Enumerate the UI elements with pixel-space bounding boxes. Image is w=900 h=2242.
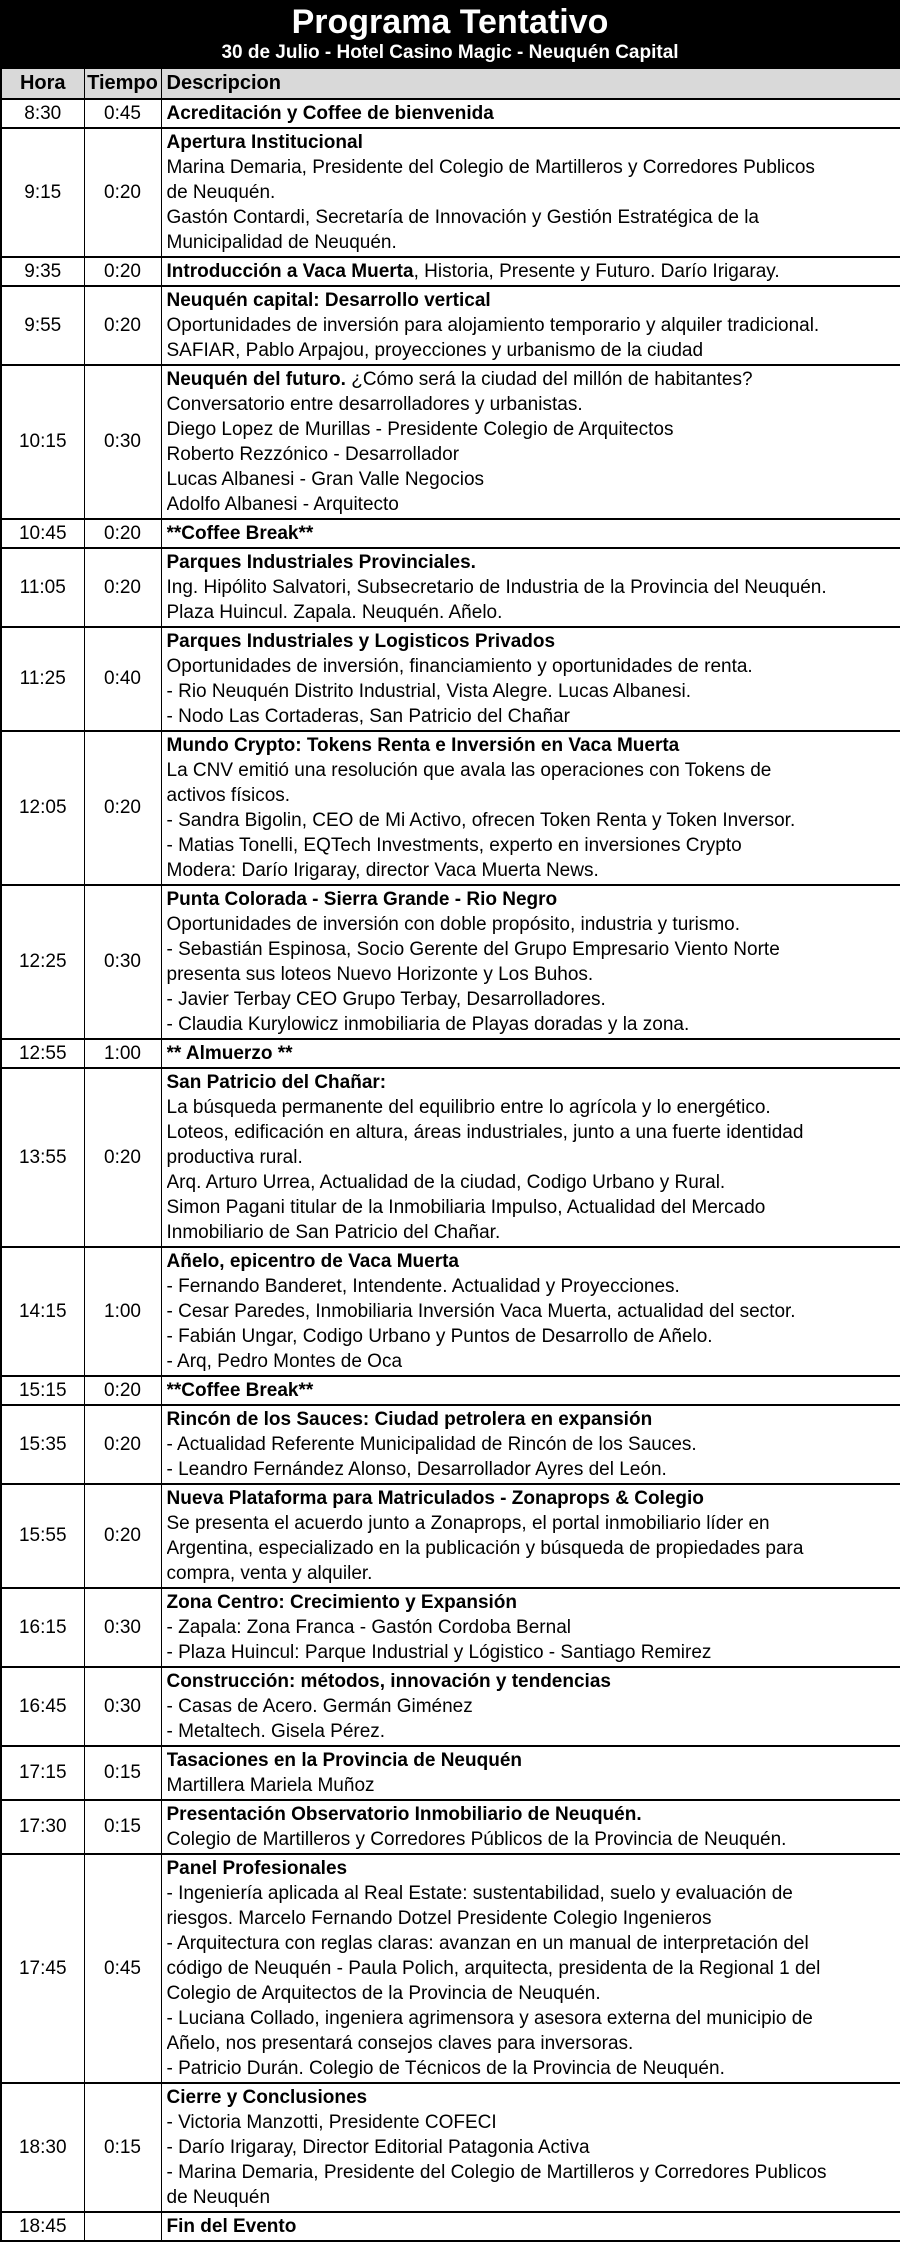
descripcion-cell	[161, 2083, 900, 2212]
schedule-row	[1, 365, 900, 519]
description-line: - Sandra Bigolin, CEO de Mi Activo, ofrecen Token Renta y Token Inversor.	[166, 810, 796, 831]
hora-cell: 10:45	[1, 519, 84, 548]
description-line: compra, venta y alquiler.	[166, 1563, 373, 1584]
description-line: Conversatorio entre desarrolladores y urbanistas.	[166, 394, 583, 415]
page-title: Programa Tentativo	[291, 3, 609, 41]
description-line: - Luciana Collado, ingeniera agrimensora y asesora externa del municipio de	[166, 2008, 813, 2029]
description-line: Roberto Rezzónico - Desarrollador	[166, 444, 460, 465]
hora-cell: 17:30	[1, 1800, 84, 1854]
hora-cell: 13:55	[1, 1068, 84, 1247]
hora-cell: 16:15	[1, 1588, 84, 1667]
descripcion-cell	[161, 2212, 900, 2241]
descripcion-cell	[161, 548, 900, 627]
hora-cell: 15:15	[1, 1376, 84, 1405]
description-line: - Arq, Pedro Montes de Oca	[166, 1351, 403, 1372]
description-line: presenta sus loteos Nuevo Horizonte y Los Buhos.	[166, 964, 594, 985]
description-line: Arq. Arturo Urrea, Actualidad de la ciudad, Codigo Urbano y Rural.	[166, 1172, 726, 1193]
tiempo-cell: 0:20	[84, 257, 161, 286]
description-line: - Matias Tonelli, EQTech Investments, experto en inversiones Crypto	[166, 835, 742, 856]
description-line: La CNV emitió una resolución que avala las operaciones con Tokens de	[166, 760, 772, 781]
tiempo-cell: 0:20	[84, 1484, 161, 1588]
tiempo-cell: 0:45	[84, 1854, 161, 2083]
descripcion-cell	[161, 1376, 900, 1405]
description-line: Punta Colorada - Sierra Grande - Rio Negro	[166, 889, 558, 910]
descripcion-cell	[161, 519, 900, 548]
descripcion-cell	[161, 885, 900, 1039]
schedule-row	[1, 1800, 900, 1854]
description-line: Mundo Crypto: Tokens Renta e Inversión en Vaca Muerta	[166, 735, 680, 756]
hora-cell: 12:05	[1, 731, 84, 885]
description-line: Apertura Institucional	[166, 132, 363, 153]
tiempo-cell: 0:20	[84, 286, 161, 365]
schedule-row	[1, 1667, 900, 1746]
hora-cell: 10:15	[1, 365, 84, 519]
schedule-row	[1, 1068, 900, 1247]
description-line: Loteos, edificación en altura, áreas industriales, junto a una fuerte identidad	[166, 1122, 804, 1143]
description-line: - Nodo Las Cortaderas, San Patricio del Chañar	[166, 706, 570, 727]
descripcion-cell	[161, 627, 900, 731]
description-line: de Neuquén.	[166, 182, 276, 203]
hora-cell: 12:25	[1, 885, 84, 1039]
description-line: Cierre y Conclusiones	[166, 2087, 368, 2108]
descripcion-cell	[161, 257, 900, 286]
descripcion-cell	[161, 99, 900, 128]
descripcion-cell	[161, 1039, 900, 1068]
descripcion-cell	[161, 1854, 900, 2083]
description-line: - Cesar Paredes, Inmobiliaria Inversión Vaca Muerta, actualidad del sector.	[166, 1301, 796, 1322]
description-line: Zona Centro: Crecimiento y Expansión	[166, 1592, 517, 1613]
description-line: - Zapala: Zona Franca - Gastón Cordoba Bernal	[166, 1617, 571, 1638]
tiempo-cell: 1:00	[84, 1039, 161, 1068]
tiempo-cell: 0:20	[84, 128, 161, 257]
descripcion-cell	[161, 1405, 900, 1484]
descripcion-cell	[161, 365, 900, 519]
hora-cell: 15:35	[1, 1405, 84, 1484]
tiempo-cell: 0:20	[84, 1068, 161, 1247]
description-line: - Rio Neuquén Distrito Industrial, Vista Alegre. Lucas Albanesi.	[166, 681, 692, 702]
description-line: Panel Profesionales	[166, 1858, 348, 1879]
description-line: Neuquén del futuro. ¿Cómo será la ciudad del millón de habitantes?	[166, 369, 753, 390]
schedule-row	[1, 1039, 900, 1068]
description-line: Se presenta el acuerdo junto a Zonaprops, el portal inmobiliario líder en	[166, 1513, 770, 1534]
hora-cell: 9:15	[1, 128, 84, 257]
schedule-row	[1, 519, 900, 548]
page-subtitle: 30 de Julio - Hotel Casino Magic - Neuquén Capital	[221, 42, 679, 63]
schedule-row	[1, 885, 900, 1039]
description-line: - Casas de Acero. Germán Giménez	[166, 1696, 473, 1717]
tiempo-cell: 0:30	[84, 1667, 161, 1746]
tiempo-cell: 0:45	[84, 99, 161, 128]
description-line: - Darío Irigaray, Director Editorial Patagonia Activa	[166, 2137, 590, 2158]
schedule-row	[1, 1484, 900, 1588]
schedule-row	[1, 1376, 900, 1405]
hora-cell: 15:55	[1, 1484, 84, 1588]
descripcion-cell	[161, 1068, 900, 1247]
description-line: San Patricio del Chañar:	[166, 1072, 387, 1093]
schedule-row	[1, 627, 900, 731]
tiempo-cell: 1:00	[84, 1247, 161, 1376]
schedule-row	[1, 731, 900, 885]
schedule-row	[1, 1588, 900, 1667]
description-line: Presentación Observatorio Inmobiliario de Neuquén.	[166, 1804, 642, 1825]
hora-cell: 18:45	[1, 2212, 84, 2241]
hora-cell: 9:35	[1, 257, 84, 286]
schedule-row	[1, 257, 900, 286]
description-line: Argentina, especializado en la publicación y búsqueda de propiedades para	[166, 1538, 804, 1559]
descripcion-cell	[161, 1247, 900, 1376]
description-line: Rincón de los Sauces: Ciudad petrolera en expansión	[166, 1409, 653, 1430]
description-line: **Coffee Break**	[166, 523, 314, 544]
hora-cell: 8:30	[1, 99, 84, 128]
hora-cell: 12:55	[1, 1039, 84, 1068]
schedule-row	[1, 548, 900, 627]
description-line: Modera: Darío Irigaray, director Vaca Muerta News.	[166, 860, 599, 881]
description-line: Parques Industriales Provinciales.	[166, 552, 476, 573]
schedule-table	[0, 67, 900, 2242]
column-header-hora: Hora	[1, 68, 84, 99]
description-line: Plaza Huincul. Zapala. Neuquén. Añelo.	[166, 602, 503, 623]
schedule-row	[1, 2212, 900, 2241]
hora-cell: 16:45	[1, 1667, 84, 1746]
tiempo-cell: 0:15	[84, 2083, 161, 2212]
descripcion-cell	[161, 128, 900, 257]
hora-cell: 11:05	[1, 548, 84, 627]
description-line: - Fabián Ungar, Codigo Urbano y Puntos de Desarrollo de Añelo.	[166, 1326, 713, 1347]
tiempo-cell: 0:30	[84, 365, 161, 519]
description-line: Diego Lopez de Murillas - Presidente Colegio de Arquitectos	[166, 419, 674, 440]
tiempo-cell: 0:15	[84, 1746, 161, 1800]
header-row	[1, 68, 900, 99]
descripcion-cell	[161, 1800, 900, 1854]
description-line: Marina Demaria, Presidente del Colegio de Martilleros y Corredores Publicos	[166, 157, 815, 178]
hora-cell: 14:15	[1, 1247, 84, 1376]
descripcion-cell	[161, 1667, 900, 1746]
description-line: La búsqueda permanente del equilibrio entre lo agrícola y lo energético.	[166, 1097, 771, 1118]
description-line: - Leandro Fernández Alonso, Desarrollador Ayres del León.	[166, 1459, 667, 1480]
tiempo-cell: 0:30	[84, 1588, 161, 1667]
description-line: Añelo, epicentro de Vaca Muerta	[166, 1251, 459, 1272]
descripcion-cell	[161, 731, 900, 885]
schedule-row	[1, 286, 900, 365]
schedule-row	[1, 1746, 900, 1800]
description-line: - Victoria Manzotti, Presidente COFECI	[166, 2112, 497, 2133]
column-header-descripcion: Descripcion	[161, 68, 900, 99]
description-line: Municipalidad de Neuquén.	[166, 232, 397, 253]
descripcion-cell	[161, 1588, 900, 1667]
description-line: Colegio de Arquitectos de la Provincia de Neuquén.	[166, 1983, 601, 2004]
description-line: Simon Pagani titular de la Inmobiliaria Impulso, Actualidad del Mercado	[166, 1197, 766, 1218]
tiempo-cell: 0:30	[84, 885, 161, 1039]
description-line: Añelo, nos presentará consejos claves para inversoras.	[166, 2033, 634, 2054]
tiempo-cell: 0:20	[84, 548, 161, 627]
description-line: - Actualidad Referente Municipalidad de Rincón de los Sauces.	[166, 1434, 697, 1455]
description-line: - Marina Demaria, Presidente del Colegio de Martilleros y Corredores Publicos	[166, 2162, 827, 2183]
tiempo-cell: 0:20	[84, 519, 161, 548]
description-line: de Neuquén	[166, 2187, 271, 2208]
description-line: código de Neuquén - Paula Polich, arquitecta, presidenta de la Regional 1 del	[166, 1958, 821, 1979]
description-line: Acreditación y Coffee de bienvenida	[166, 103, 494, 124]
column-header-tiempo: Tiempo	[84, 68, 161, 99]
description-line: - Metaltech. Gisela Pérez.	[166, 1721, 386, 1742]
description-line: Martillera Mariela Muñoz	[166, 1775, 375, 1796]
description-line: - Fernando Banderet, Intendente. Actualidad y Proyecciones.	[166, 1276, 680, 1297]
description-line: - Claudia Kurylowicz inmobiliaria de Playas doradas y la zona.	[166, 1014, 690, 1035]
description-line: Oportunidades de inversión para alojamiento temporario y alquiler tradicional.	[166, 315, 820, 336]
description-line: Oportunidades de inversión, financiamiento y oportunidades de renta.	[166, 656, 753, 677]
schedule-row	[1, 1247, 900, 1376]
description-line: Lucas Albanesi - Gran Valle Negocios	[166, 469, 485, 490]
description-line: Gastón Contardi, Secretaría de Innovación y Gestión Estratégica de la	[166, 207, 759, 228]
description-line: Parques Industriales y Logisticos Privados	[166, 631, 556, 652]
description-line: - Plaza Huincul: Parque Industrial y Lógistico - Santiago Remirez	[166, 1642, 712, 1663]
schedule-row	[1, 1405, 900, 1484]
description-line: Oportunidades de inversión con doble propósito, industria y turismo.	[166, 914, 740, 935]
tiempo-cell: 0:20	[84, 1376, 161, 1405]
description-line: riesgos. Marcelo Fernando Dotzel Presidente Colegio Ingenieros	[166, 1908, 712, 1929]
schedule-row	[1, 2083, 900, 2212]
description-line: - Ingeniería aplicada al Real Estate: sustentabilidad, suelo y evaluación de	[166, 1883, 793, 1904]
description-line: - Sebastián Espinosa, Socio Gerente del Grupo Empresario Viento Norte	[166, 939, 780, 960]
descripcion-cell	[161, 1746, 900, 1800]
description-line: Fin del Evento	[166, 2216, 297, 2237]
description-line: productiva rural.	[166, 1147, 303, 1168]
description-line: - Javier Terbay CEO Grupo Terbay, Desarrolladores.	[166, 989, 606, 1010]
hora-cell: 9:55	[1, 286, 84, 365]
description-line: **Coffee Break**	[166, 1380, 314, 1401]
description-line: Colegio de Martilleros y Corredores Públicos de la Provincia de Neuquén.	[166, 1829, 787, 1850]
description-line: Adolfo Albanesi - Arquitecto	[166, 494, 399, 515]
description-line: Nueva Plataforma para Matriculados - Zonaprops & Colegio	[166, 1488, 704, 1509]
description-line: Ing. Hipólito Salvatori, Subsecretario de Industria de la Provincia del Neuquén.	[166, 577, 827, 598]
description-line: Neuquén capital: Desarrollo vertical	[166, 290, 491, 311]
title-banner	[0, 0, 900, 67]
schedule-row	[1, 128, 900, 257]
tiempo-cell	[84, 2212, 161, 2241]
hora-cell: 17:45	[1, 1854, 84, 2083]
tiempo-cell: 0:15	[84, 1800, 161, 1854]
hora-cell: 17:15	[1, 1746, 84, 1800]
schedule-row	[1, 1854, 900, 2083]
tiempo-cell: 0:20	[84, 731, 161, 885]
descripcion-cell	[161, 286, 900, 365]
description-line: SAFIAR, Pablo Arpajou, proyecciones y urbanismo de la ciudad	[166, 340, 704, 361]
tiempo-cell: 0:40	[84, 627, 161, 731]
description-line: Introducción a Vaca Muerta, Historia, Presente y Futuro. Darío Irigaray.	[166, 261, 780, 282]
description-line: Tasaciones en la Provincia de Neuquén	[166, 1750, 522, 1771]
description-line: Inmobiliario de San Patricio del Chañar.	[166, 1222, 501, 1243]
descripcion-cell	[161, 1484, 900, 1588]
description-line: - Arquitectura con reglas claras: avanzan en un manual de interpretación del	[166, 1933, 809, 1954]
hora-cell: 11:25	[1, 627, 84, 731]
schedule-body	[1, 99, 900, 2241]
description-line: ** Almuerzo **	[166, 1043, 293, 1064]
description-line: - Patricio Durán. Colegio de Técnicos de la Provincia de Neuquén.	[166, 2058, 725, 2079]
tiempo-cell: 0:20	[84, 1405, 161, 1484]
hora-cell: 18:30	[1, 2083, 84, 2212]
schedule-row	[1, 99, 900, 128]
description-line: Construcción: métodos, innovación y tendencias	[166, 1671, 611, 1692]
description-line: activos físicos.	[166, 785, 291, 806]
